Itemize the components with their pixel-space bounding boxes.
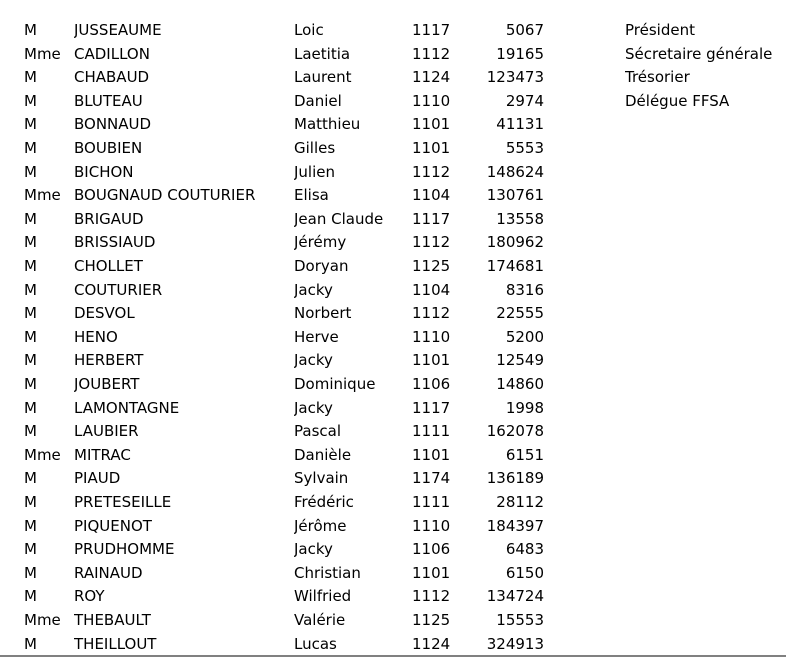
member-title: M bbox=[24, 115, 37, 134]
member-title: M bbox=[24, 21, 37, 39]
member-row bbox=[0, 609, 786, 633]
member-first-name: Doryan bbox=[294, 257, 349, 275]
member-number: 12549 bbox=[496, 351, 544, 370]
member-last-name: JUSSEAUME bbox=[74, 21, 162, 39]
member-code: 1110 bbox=[412, 91, 451, 110]
member-number: 6483 bbox=[505, 540, 544, 559]
member-title: M bbox=[24, 587, 37, 606]
member-last-name: PRUDHOMME bbox=[74, 540, 175, 559]
member-first-name: Jean Claude bbox=[294, 209, 384, 228]
member-role bbox=[625, 585, 785, 609]
member-row bbox=[0, 562, 786, 586]
member-role bbox=[625, 538, 785, 562]
member-role bbox=[625, 137, 785, 161]
member-role: Sécretaire générale bbox=[625, 44, 773, 63]
member-first-name: Dominique bbox=[294, 375, 376, 393]
bottom-divider bbox=[0, 655, 786, 657]
member-number: 28112 bbox=[496, 493, 544, 511]
member-title: M bbox=[24, 493, 37, 511]
member-number: 1998 bbox=[505, 398, 544, 417]
member-code: 1125 bbox=[412, 257, 451, 275]
member-row bbox=[0, 467, 786, 491]
member-first-name: Jérôme bbox=[294, 516, 347, 535]
member-title: Mme bbox=[24, 186, 61, 205]
member-title: M bbox=[24, 469, 37, 488]
member-last-name: BOUGNAUD COUTURIER bbox=[74, 186, 256, 205]
member-number: 5200 bbox=[505, 327, 544, 346]
member-title: M bbox=[24, 351, 37, 370]
member-last-name: PIAUD bbox=[74, 469, 121, 488]
member-code: 1117 bbox=[412, 21, 451, 39]
member-title: M bbox=[24, 516, 37, 535]
member-code: 1101 bbox=[412, 351, 451, 370]
member-row bbox=[0, 208, 786, 232]
member-row bbox=[0, 444, 786, 468]
member-first-name: Matthieu bbox=[294, 115, 361, 134]
member-code: 1124 bbox=[412, 634, 451, 653]
member-first-name: Jacky bbox=[294, 280, 333, 299]
member-number: 19165 bbox=[496, 44, 544, 63]
member-role bbox=[625, 467, 785, 491]
member-last-name: MITRAC bbox=[74, 445, 131, 464]
member-code: 1101 bbox=[412, 115, 451, 134]
member-row bbox=[0, 90, 786, 114]
member-title: M bbox=[24, 280, 37, 299]
member-role bbox=[625, 609, 785, 633]
member-code: 1112 bbox=[412, 304, 451, 323]
member-first-name: Sylvain bbox=[294, 469, 349, 488]
member-first-name: Norbert bbox=[294, 304, 352, 323]
member-number: 6150 bbox=[505, 563, 544, 582]
member-last-name: THEILLOUT bbox=[74, 634, 157, 653]
member-code: 1174 bbox=[412, 469, 451, 488]
member-first-name: Julien bbox=[294, 162, 336, 181]
member-row bbox=[0, 279, 786, 303]
member-first-name: Christian bbox=[294, 563, 361, 582]
member-code: 1106 bbox=[412, 540, 451, 559]
member-number: 41131 bbox=[496, 115, 544, 134]
member-title: M bbox=[24, 209, 37, 228]
member-row bbox=[0, 231, 786, 255]
member-row bbox=[0, 538, 786, 562]
member-role bbox=[625, 515, 785, 539]
member-title: M bbox=[24, 257, 37, 275]
member-role bbox=[625, 349, 785, 373]
member-row bbox=[0, 255, 786, 279]
member-role bbox=[625, 255, 785, 279]
member-row bbox=[0, 113, 786, 137]
member-row bbox=[0, 43, 786, 67]
member-last-name: PRETESEILLE bbox=[74, 493, 172, 511]
member-code: 1124 bbox=[412, 68, 451, 87]
member-title: M bbox=[24, 91, 37, 110]
member-last-name: JOUBERT bbox=[74, 375, 140, 393]
member-role bbox=[625, 491, 785, 515]
member-number: 6151 bbox=[505, 445, 544, 464]
member-number: 162078 bbox=[486, 422, 544, 441]
member-row bbox=[0, 585, 786, 609]
member-number: 174681 bbox=[486, 257, 544, 275]
member-code: 1111 bbox=[412, 422, 451, 441]
member-code: 1101 bbox=[412, 563, 451, 582]
member-number: 13558 bbox=[496, 209, 544, 228]
member-row bbox=[0, 137, 786, 161]
member-last-name: RAINAUD bbox=[74, 563, 143, 582]
member-role: Délégue FFSA bbox=[625, 91, 730, 110]
member-title: M bbox=[24, 233, 37, 252]
member-last-name: LAUBIER bbox=[74, 422, 139, 441]
member-row bbox=[0, 302, 786, 326]
member-last-name: HERBERT bbox=[74, 351, 144, 370]
member-role bbox=[625, 633, 785, 657]
member-role bbox=[625, 279, 785, 303]
member-last-name: BOUBIEN bbox=[74, 139, 143, 157]
member-code: 1112 bbox=[412, 162, 451, 181]
member-title: M bbox=[24, 162, 37, 181]
member-title: M bbox=[24, 304, 37, 323]
member-last-name: PIQUENOT bbox=[74, 516, 152, 535]
member-last-name: ROY bbox=[74, 587, 105, 606]
member-role bbox=[625, 562, 785, 586]
member-number: 136189 bbox=[486, 469, 544, 488]
member-number: 180962 bbox=[486, 233, 544, 252]
member-title: M bbox=[24, 398, 37, 417]
member-number: 15553 bbox=[496, 611, 544, 629]
member-first-name: Jacky bbox=[294, 540, 333, 559]
member-number: 134724 bbox=[486, 587, 544, 606]
member-row bbox=[0, 19, 786, 43]
member-code: 1112 bbox=[412, 233, 451, 252]
member-first-name: Wilfried bbox=[294, 587, 352, 606]
member-row bbox=[0, 515, 786, 539]
member-number: 5553 bbox=[505, 139, 544, 157]
member-code: 1104 bbox=[412, 186, 451, 205]
member-code: 1106 bbox=[412, 375, 451, 393]
member-row bbox=[0, 349, 786, 373]
member-last-name: THEBAULT bbox=[74, 611, 151, 629]
member-code: 1112 bbox=[412, 587, 451, 606]
member-first-name: Laurent bbox=[294, 68, 352, 87]
member-role bbox=[625, 302, 785, 326]
member-first-name: Danièle bbox=[294, 445, 352, 464]
member-first-name: Lucas bbox=[294, 634, 337, 653]
member-role bbox=[625, 397, 785, 421]
member-role bbox=[625, 326, 785, 350]
member-role bbox=[625, 161, 785, 185]
member-last-name: BONNAUD bbox=[74, 115, 152, 134]
member-last-name: LAMONTAGNE bbox=[74, 398, 180, 417]
member-code: 1110 bbox=[412, 516, 451, 535]
member-code: 1117 bbox=[412, 209, 451, 228]
member-title: Mme bbox=[24, 445, 61, 464]
member-title: M bbox=[24, 375, 37, 393]
member-first-name: Jérémy bbox=[294, 233, 347, 252]
member-row bbox=[0, 66, 786, 90]
member-row bbox=[0, 420, 786, 444]
member-code: 1125 bbox=[412, 611, 451, 629]
member-row bbox=[0, 633, 786, 657]
member-role: Président bbox=[625, 21, 695, 39]
member-number: 5067 bbox=[505, 21, 544, 39]
member-first-name: Laetitia bbox=[294, 44, 351, 63]
member-role bbox=[625, 373, 785, 397]
member-first-name: Valérie bbox=[294, 611, 346, 629]
member-first-name: Herve bbox=[294, 327, 339, 346]
member-role bbox=[625, 420, 785, 444]
member-role bbox=[625, 444, 785, 468]
member-first-name: Elisa bbox=[294, 186, 329, 205]
member-title: M bbox=[24, 634, 37, 653]
member-last-name: HENO bbox=[74, 327, 118, 346]
member-number: 123473 bbox=[486, 68, 544, 87]
member-last-name: BRISSIAUD bbox=[74, 233, 156, 252]
member-first-name: Loic bbox=[294, 21, 324, 39]
member-code: 1101 bbox=[412, 445, 451, 464]
member-role bbox=[625, 208, 785, 232]
member-first-name: Gilles bbox=[294, 139, 336, 157]
member-code: 1110 bbox=[412, 327, 451, 346]
member-number: 2974 bbox=[505, 91, 544, 110]
member-last-name: DESVOL bbox=[74, 304, 135, 323]
member-number: 14860 bbox=[496, 375, 544, 393]
member-number: 148624 bbox=[486, 162, 544, 181]
member-row bbox=[0, 161, 786, 185]
member-row bbox=[0, 373, 786, 397]
member-first-name: Jacky bbox=[294, 351, 333, 370]
member-first-name: Jacky bbox=[294, 398, 333, 417]
member-row bbox=[0, 326, 786, 350]
member-title: Mme bbox=[24, 44, 61, 63]
member-role bbox=[625, 184, 785, 208]
member-title: M bbox=[24, 563, 37, 582]
member-last-name: CHABAUD bbox=[74, 68, 150, 87]
member-number: 324913 bbox=[486, 634, 544, 653]
member-last-name: COUTURIER bbox=[74, 280, 163, 299]
member-first-name: Daniel bbox=[294, 91, 342, 110]
member-number: 130761 bbox=[486, 186, 544, 205]
member-number: 22555 bbox=[496, 304, 544, 323]
member-last-name: BICHON bbox=[74, 162, 134, 181]
member-row bbox=[0, 184, 786, 208]
member-role: Trésorier bbox=[625, 68, 690, 87]
member-code: 1112 bbox=[412, 44, 451, 63]
member-first-name: Frédéric bbox=[294, 493, 354, 511]
member-role bbox=[625, 231, 785, 255]
member-title: Mme bbox=[24, 611, 61, 629]
member-code: 1117 bbox=[412, 398, 451, 417]
member-number: 184397 bbox=[486, 516, 544, 535]
member-row bbox=[0, 397, 786, 421]
member-title: M bbox=[24, 327, 37, 346]
member-row bbox=[0, 491, 786, 515]
member-number: 8316 bbox=[505, 280, 544, 299]
member-role bbox=[625, 113, 785, 137]
member-code: 1111 bbox=[412, 493, 451, 511]
member-title: M bbox=[24, 68, 37, 87]
member-title: M bbox=[24, 422, 37, 441]
member-title: M bbox=[24, 540, 37, 559]
member-code: 1101 bbox=[412, 139, 451, 157]
member-first-name: Pascal bbox=[294, 422, 341, 441]
member-last-name: CHOLLET bbox=[74, 257, 143, 275]
member-last-name: CADILLON bbox=[74, 44, 150, 63]
member-title: M bbox=[24, 139, 37, 157]
member-code: 1104 bbox=[412, 280, 451, 299]
member-last-name: BRIGAUD bbox=[74, 209, 144, 228]
member-last-name: BLUTEAU bbox=[74, 91, 143, 110]
